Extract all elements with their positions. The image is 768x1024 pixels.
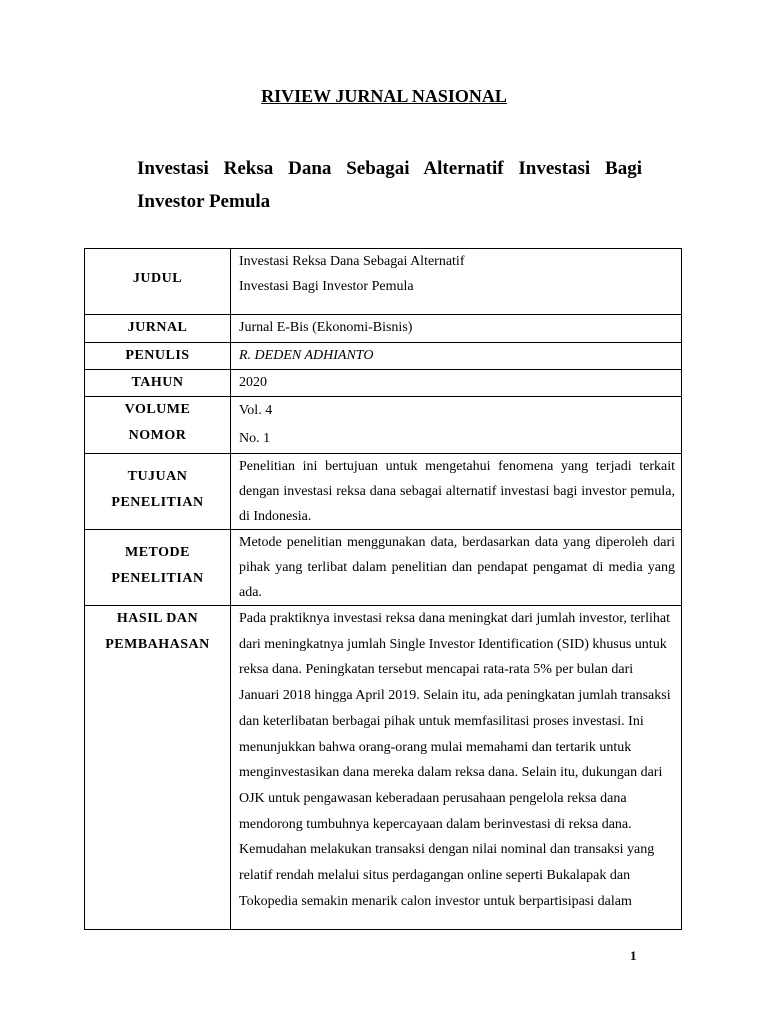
label-volume: VOLUME [124,402,191,417]
value-metode: Metode penelitian menggunakan data, berdasarkan data yang diperoleh dari pihak yang terlibat dalam penelitian dan pendapat pengamat di media yang ada. [239,535,675,600]
value-tahun: 2020 [239,375,267,390]
label-penulis: PENULIS [125,348,190,363]
label-pembahasan: PEMBAHASAN [105,637,210,652]
label-metode-penelitian: PENELITIAN [111,571,204,586]
label-hasil: HASIL DAN [116,611,199,626]
label-tujuan-penelitian: PENELITIAN [111,495,204,510]
label-metode: METODE [125,545,190,560]
row-tahun [85,370,682,397]
row-tujuan [85,454,682,530]
row-jurnal [85,315,682,343]
value-hasil: Pada praktiknya investasi reksa dana meningkat dari jumlah investor, terlihat dari meningkatnya jumlah Single Investor Identification (SID) khusus untuk reksa dana. Peningkatan tersebut mencapai rata-rata 5% per bulan dari Januari 2018 hingga April 2019. Selain itu, ada peningkatan jumlah transaksi dan keterlibatan berbagai pihak untuk memfasilitasi proses investasi. Ini menunjukkan bahwa orang-orang mulai memahami dan tertarik untuk menginvestasikan dana mereka dalam reksa dana. Selain itu, dukungan dari OJK untuk pengawasan keberadaan perusahaan pengelola reksa dana mendorong tumbuhnya kepercayaan dalam berinvestasi di reksa dana. Kemudahan melakukan transaksi dengan nilai nominal dan transaksi yang relatif rendah melalui situs perdagangan online seperti Bukalapak dan Tokopedia semakin menarik calon investor untuk berpartisipasi dalam [239,611,671,909]
row-metode [85,530,682,606]
value-tujuan: Penelitian ini bertujuan untuk mengetahui fenomena yang terjadi terkait dengan investasi reksa dana sebagai alternatif investasi bagi investor pemula, di Indonesia. [239,459,675,524]
label-nomor: NOMOR [128,428,187,443]
row-volume-nomor [85,397,682,454]
value-jurnal: Jurnal E-Bis (Ekonomi-Bisnis) [239,320,413,335]
value-judul-line1: Investasi Reksa Dana Sebagai Alternatif [239,254,465,269]
row-hasil [85,606,682,930]
value-penulis: R. DEDEN ADHIANTO [239,348,374,363]
document-title: RIVIEW JURNAL NASIONAL [261,86,507,106]
label-judul: JUDUL [132,271,183,286]
label-jurnal: JURNAL [127,320,188,335]
page-number: 1 [630,948,637,963]
value-volume: Vol. 4 [239,403,273,418]
value-nomor: No. 1 [239,431,271,446]
review-table [84,248,682,930]
document-subtitle: Investasi Reksa Dana Sebagai Alternatif Investasi Bagi Investor Pemula [137,158,642,212]
value-judul-line2: Investasi Bagi Investor Pemula [239,279,414,294]
row-judul [85,249,682,315]
row-penulis [85,343,682,370]
label-tahun: TAHUN [131,375,184,390]
label-tujuan: TUJUAN [127,469,188,484]
